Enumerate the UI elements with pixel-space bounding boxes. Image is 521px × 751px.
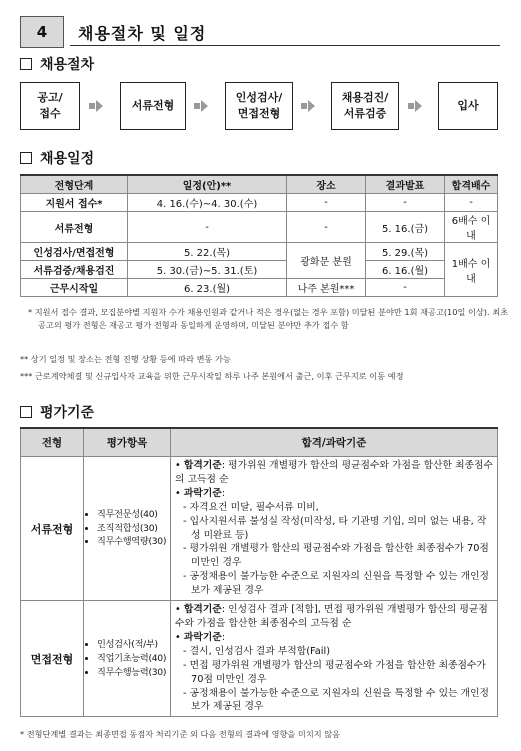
flow-step-1: 공고/ 접수 [20, 82, 80, 130]
pass-label: 합격기준 [183, 460, 222, 471]
flow-step-2: 서류전형 [120, 82, 186, 130]
schedule-note-3: *** 근로계약체결 및 신규입사자 교육을 위한 근무시작일 하루 나주 본원에서 출근, 이후 근무지로 이동 예정 [20, 371, 404, 381]
criteria-heading [20, 402, 94, 422]
schedule-cell: - [445, 194, 498, 212]
schedule-header-cell: 합격배수 [445, 175, 498, 194]
flow-arrow-icon [194, 100, 208, 112]
flow-step-3: 인성검사/ 면접전형 [225, 82, 293, 130]
table-row [21, 601, 498, 717]
schedule-header-cell: 전형단계 [21, 175, 128, 194]
criteria-stage-cell: 면접전형 [21, 601, 84, 717]
schedule-cell: 1배수 이내 [445, 243, 498, 297]
pass-text: : 평가위원 개별평가 합산의 평균점수와 가점을 합산한 최종점수의 고득점 순 [175, 460, 493, 485]
schedule-note-1: * 지원서 접수 결과, 모집분야별 지원자 수가 채용인원과 같거나 적은 경우(없는 경우 포함) 미달된 분야만 1회 재공고(10일 이상). 최초 공고의 평가 전형은 재공고 평가 전형과 동일하게 운영하며, 미달된 분야만 추가 접수 함 [28, 307, 509, 331]
section-title: 채용절차 및 일정 [78, 24, 207, 43]
flow-step-4: 채용검진/ 서류검증 [331, 82, 399, 130]
table-row [21, 243, 498, 261]
fail-text: : [221, 487, 226, 499]
table-row [21, 261, 498, 279]
list-item: • 직무수행역량(30) [97, 535, 167, 549]
table-row [21, 212, 498, 243]
list-item: • 직무전문성(40) [97, 508, 167, 522]
schedule-heading-text: 채용일정 [40, 151, 95, 167]
flow-step-5: 입사 [438, 82, 498, 130]
fail-item: - 공정채용이 불가능한 수준으로 지원자의 신원을 특정할 수 있는 개인정보가 제공된 경우 [183, 571, 490, 597]
schedule-cell: - [366, 279, 445, 297]
fail-item: - 결시, 인성검사 결과 부적합(Fail) [183, 645, 331, 657]
table-row [21, 457, 498, 601]
criteria-items-cell [84, 601, 171, 717]
schedule-cell: 6. 16.(월) [366, 261, 445, 279]
fail-label: 과락기준 [183, 631, 222, 643]
criteria-text-cell: • 합격기준: 평가위원 개별평가 합산의 평균점수와 가점을 합산한 최종점수의 고득점 순 • 과락기준: - 자격요건 미달, 필수서류 미비, - 입사지원서류 불성실 작성(미작성, 타 기관명 기입, 의미 없는 내용, 작성 미완료 등) - 평가위원 개별평가 합산의 평균점수와 가점을 합산한 최종점수가 70점 미만인 경우 - 공정채용이 불가능한 수준으로 지원자의 신원을 특정할 수 있는 개인정보가 제공된 경우 [171, 457, 498, 601]
pass-text: : 인성검사 결과 [적합], 면접 평가위원 개별평가 합산의 평균점수와 가점을 합산한 최종점수의 고득점 순 [175, 604, 488, 629]
fail-label: 과락기준 [183, 487, 222, 499]
fail-item: - 자격요건 미달, 필수서류 미비, [183, 501, 319, 513]
schedule-table [20, 174, 498, 297]
flow-arrow-icon [301, 100, 315, 112]
fail-item: - 공정채용이 불가능한 수준으로 지원자의 신원을 특정할 수 있는 개인정보가 제공된 경우 [183, 687, 490, 713]
criteria-table [20, 427, 498, 717]
schedule-cell: 광화문 분원 [287, 243, 366, 279]
section-number-badge: 4 [20, 16, 64, 48]
schedule-note-2: ** 상기 일정 및 장소는 전형 진행 상황 등에 따라 변동 가능 [20, 354, 231, 364]
schedule-cell: - [287, 212, 366, 243]
criteria-items-cell [84, 457, 171, 601]
fail-text: : [221, 631, 226, 643]
checkbox-square-icon [20, 58, 32, 70]
criteria-header-cell: 합격/과락기준 [171, 428, 498, 457]
schedule-header-row [21, 175, 498, 194]
criteria-footnote: * 전형단계별 결과는 최종면접 동점자 처리기준 외 다음 전형의 결과에 영향을 미치지 않음 [20, 729, 341, 739]
criteria-header-cell: 평가항목 [84, 428, 171, 457]
criteria-heading-text: 평가기준 [40, 405, 95, 421]
schedule-cell: 서류검증/채용검진 [21, 261, 128, 279]
checkbox-square-icon [20, 406, 32, 418]
section-title-rule [70, 45, 500, 46]
list-item: • 조직적합성(30) [97, 522, 167, 536]
procedure-heading-text: 채용절차 [40, 57, 95, 73]
schedule-cell: - [366, 194, 445, 212]
schedule-cell: 근무시작일 [21, 279, 128, 297]
fail-item: - 입사지원서류 불성실 작성(미작성, 타 기관명 기입, 의미 없는 내용, 작성 미완료 등) [183, 515, 487, 541]
schedule-cell: 나주 본원*** [287, 279, 366, 297]
fail-item: - 평가위원 개별평가 합산의 평균점수와 가점을 합산한 최종점수가 70점 미만인 경우 [183, 543, 489, 569]
schedule-cell: 5. 30.(금)~5. 31.(토) [128, 261, 287, 279]
list-item: • 직무수행능력(30) [97, 666, 167, 680]
fail-item: - 면접 평가위원 개별평가 합산의 평균점수와 가점을 합산한 최종점수가 70점 미만인 경우 [183, 659, 486, 685]
schedule-cell: 5. 22.(목) [128, 243, 287, 261]
criteria-text-cell: • 합격기준: 인성검사 결과 [적합], 면접 평가위원 개별평가 합산의 평균점수와 가점을 합산한 최종점수의 고득점 순 • 과락기준: - 결시, 인성검사 결과 부적합(Fail) - 면접 평가위원 개별평가 합산의 평균점수와 가점을 합산한 최종점수가 70점 미만인 경우 - 공정채용이 불가능한 수준으로 지원자의 신원을 특정할 수 있는 개인정보가 제공된 경우 [171, 601, 498, 717]
schedule-cell: 6. 23.(월) [128, 279, 287, 297]
checkbox-square-icon [20, 152, 32, 164]
flow-arrow-icon [89, 100, 103, 112]
flow-arrow-icon [408, 100, 422, 112]
schedule-header-cell: 결과발표 [366, 175, 445, 194]
table-row [21, 279, 498, 297]
schedule-cell: - [128, 212, 287, 243]
schedule-cell: 4. 16.(수)~4. 30.(수) [128, 194, 287, 212]
schedule-cell: 서류전형 [21, 212, 128, 243]
list-item: • 인성검사(적/부) [97, 638, 167, 652]
criteria-stage-cell: 서류전형 [21, 457, 84, 601]
schedule-cell: - [287, 194, 366, 212]
schedule-header-cell: 일정(안)** [128, 175, 287, 194]
criteria-header-row [21, 428, 498, 457]
schedule-cell: 5. 16.(금) [366, 212, 445, 243]
schedule-header-cell: 장소 [287, 175, 366, 194]
pass-label: 합격기준 [183, 604, 222, 616]
schedule-cell: 인성검사/면접전형 [21, 243, 128, 261]
schedule-cell: 5. 29.(목) [366, 243, 445, 261]
schedule-cell: 6배수 이내 [445, 212, 498, 243]
list-item: • 직업기초능력(40) [97, 652, 167, 666]
procedure-heading [20, 54, 94, 74]
table-row [21, 194, 498, 212]
schedule-cell: 지원서 접수* [21, 194, 128, 212]
schedule-heading [20, 148, 94, 168]
criteria-header-cell: 전형 [21, 428, 84, 457]
